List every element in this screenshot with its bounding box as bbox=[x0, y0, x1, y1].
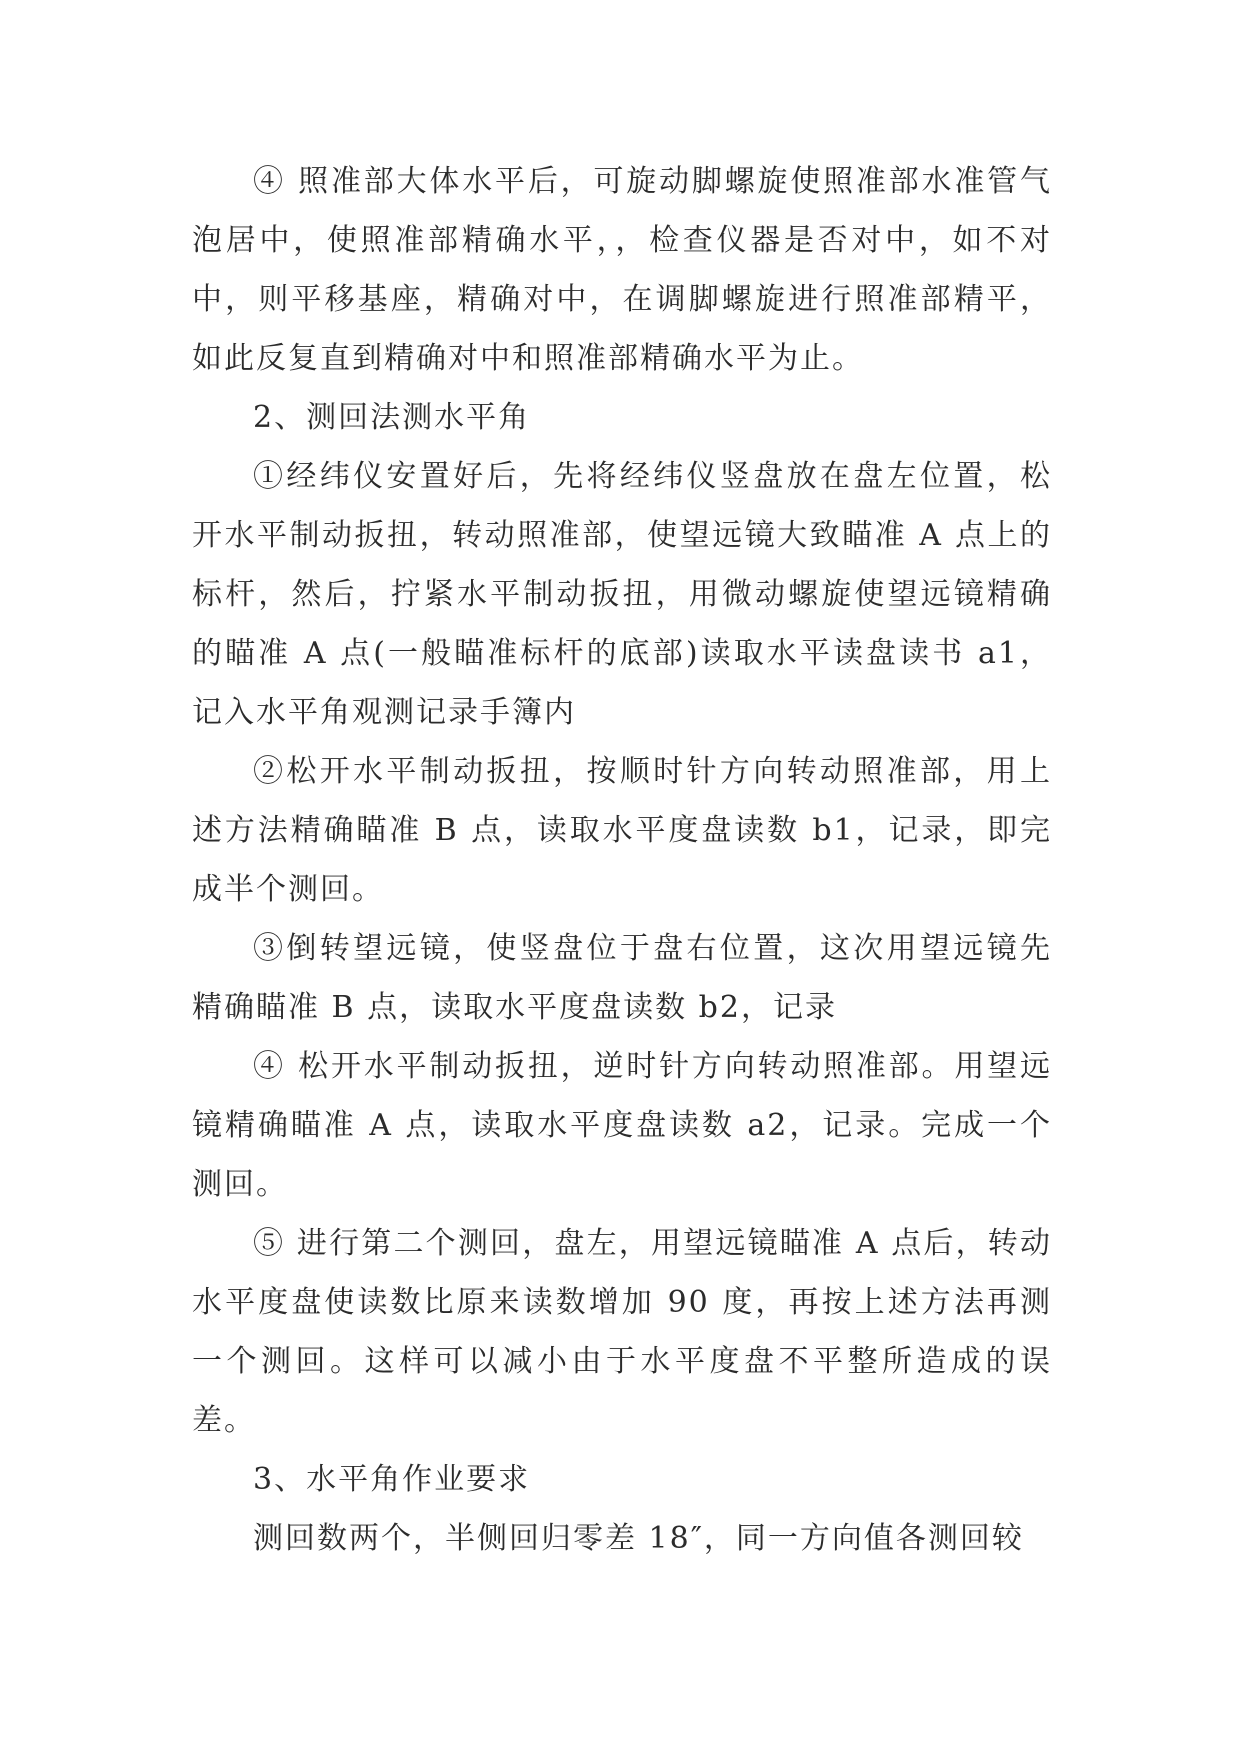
paragraph-step-4-leveling: ④ 照准部大体水平后，可旋动脚螺旋使照准部水准管气泡居中，使照准部精确水平，，检查仪器是否对中，如不对中，则平移基座，精确对中，在调脚螺旋进行照准部精平，如此反复直到精确对中和照准部精确水平为止。 bbox=[192, 164, 1052, 376]
paragraph-step-2: ②松开水平制动扳扭，按顺时针方向转动照准部，用上述方法精确瞄准 B 点，读取水平度盘读数 b1，记录，即完成半个测回。 bbox=[192, 754, 1052, 907]
paragraph-requirements: 测回数两个，半侧回归零差 18″，同一方向值各测回较 bbox=[253, 1521, 1024, 1556]
paragraph-step-1: ①经纬仪安置好后，先将经纬仪竖盘放在盘左位置，松开水平制动扳扭，转动照准部，使望远镜大致瞄准 A 点上的标杆，然后，拧紧水平制动扳扭，用微动螺旋使望远镜精确的瞄准 A 点(一般瞄准标杆的底部)读取水平读盘读书 a1，记入水平角观测记录手簿内 bbox=[192, 459, 1052, 730]
paragraph-step-3: ③倒转望远镜，使竖盘位于盘右位置，这次用望远镜先精确瞄准 B 点，读取水平度盘读数 b2，记录 bbox=[192, 931, 1052, 1025]
paragraph-step-4: ④ 松开水平制动扳扭，逆时针方向转动照准部。用望远镜精确瞄准 A 点，读取水平度盘读数 a2，记录。完成一个测回。 bbox=[192, 1049, 1052, 1202]
section-heading-2: 2、测回法测水平角 bbox=[253, 400, 531, 435]
paragraph-step-5: ⑤ 进行第二个测回，盘左，用望远镜瞄准 A 点后，转动水平度盘使读数比原来读数增加 90 度，再按上述方法再测一个测回。这样可以减小由于水平度盘不平整所造成的误差。 bbox=[192, 1226, 1052, 1438]
document-body bbox=[192, 152, 1052, 1568]
section-heading-3: 3、水平角作业要求 bbox=[253, 1462, 531, 1497]
